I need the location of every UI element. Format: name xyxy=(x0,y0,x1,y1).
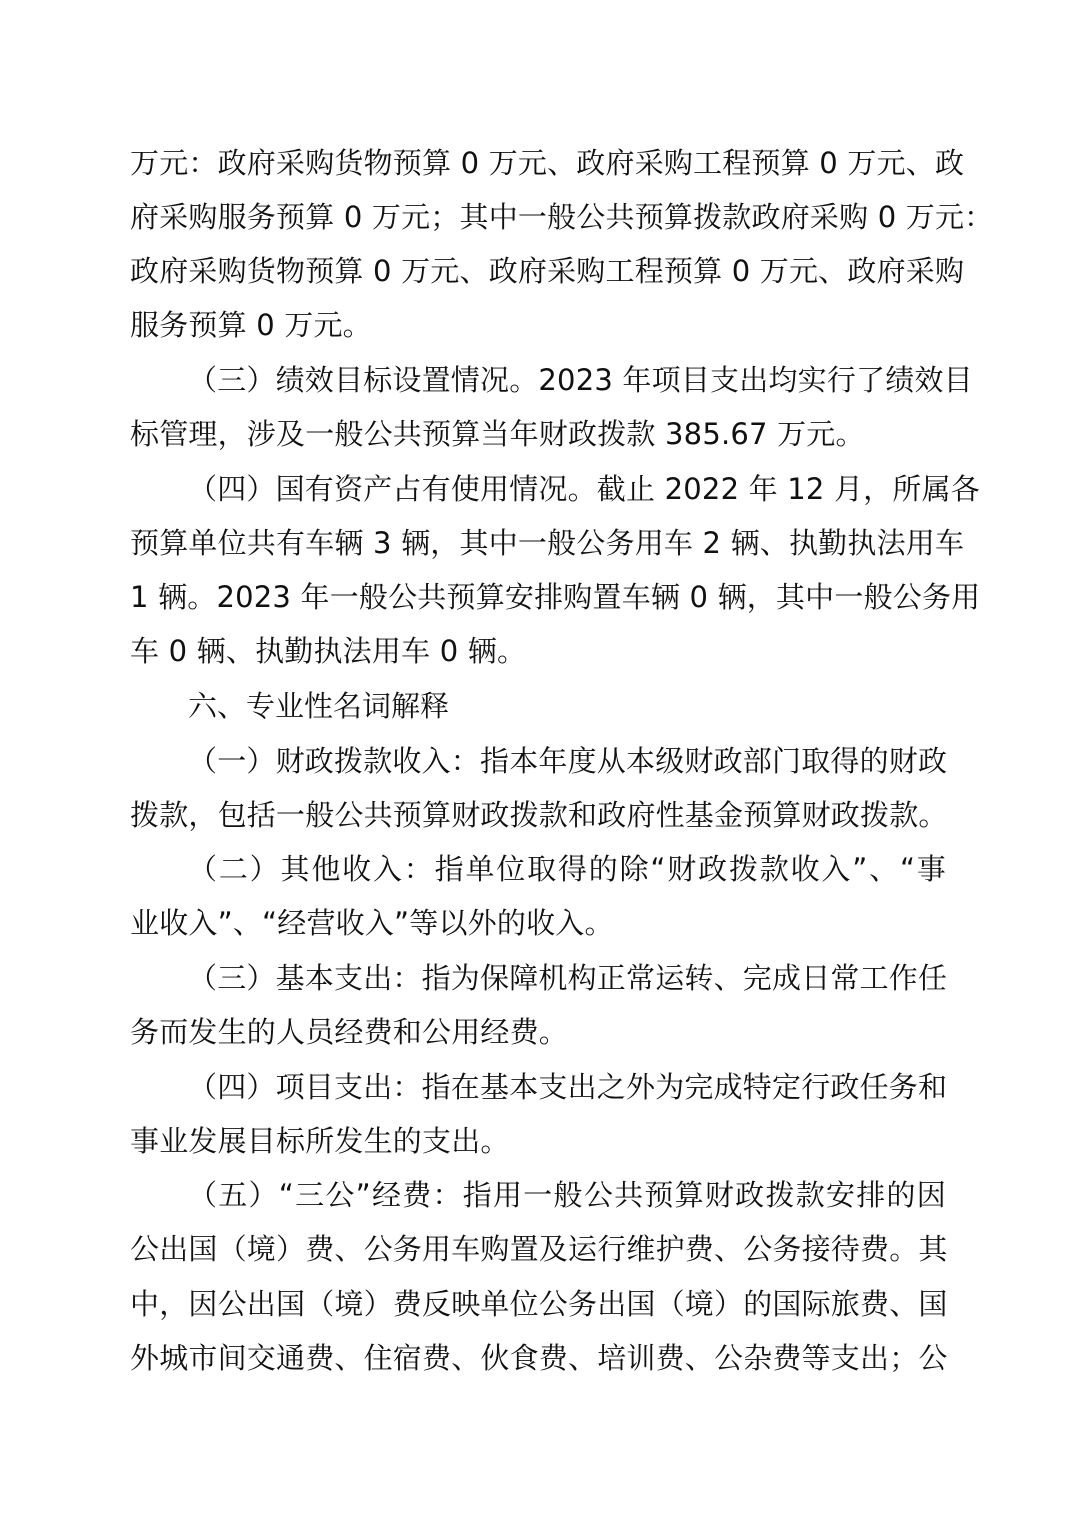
paragraph-line: 万元：政府采购货物预算 0 万元、政府采购工程预算 0 万元、政 xyxy=(130,146,965,180)
paragraph-line: 务而发生的人员经费和公用经费。 xyxy=(130,1015,569,1049)
section-heading: 六、专业性名词解释 xyxy=(188,689,450,723)
paragraph-line: （五）“三公”经费：指用一般公共预算财政拨款安排的因 xyxy=(188,1178,946,1212)
paragraph-line: 政府采购货物预算 0 万元、政府采购工程预算 0 万元、政府采购 xyxy=(130,254,965,288)
paragraph-line: 标管理，涉及一般公共预算当年财政拨款 385.67 万元。 xyxy=(130,417,865,451)
paragraph-line: 业收入”、“经营收入”等以外的收入。 xyxy=(130,906,614,940)
paragraph-line: （三）绩效目标设置情况。2023 年项目支出均实行了绩效目 xyxy=(188,363,973,397)
paragraph-line: （三）基本支出：指为保障机构正常运转、完成日常工作任 xyxy=(188,961,948,995)
paragraph-line: （四）国有资产占有使用情况。截止 2022 年 12 月，所属各 xyxy=(188,472,980,506)
paragraph-line: 服务预算 0 万元。 xyxy=(130,308,372,342)
paragraph-line: （二）其他收入：指单位取得的除“财政拨款收入”、“事 xyxy=(188,852,946,886)
paragraph-line: 公出国（境）费、公务用车购置及运行维护费、公务接待费。其 xyxy=(130,1232,948,1266)
paragraph-line: （四）项目支出：指在基本支出之外为完成特定行政任务和 xyxy=(188,1070,948,1104)
paragraph-line: 事业发展目标所发生的支出。 xyxy=(130,1124,510,1158)
paragraph-line: 拨款，包括一般公共预算财政拨款和政府性基金预算财政拨款。 xyxy=(130,798,948,832)
paragraph-line: 1 辆。2023 年一般公共预算安排购置车辆 0 辆，其中一般公务用 xyxy=(130,580,981,614)
paragraph-line: （一）财政拨款收入：指本年度从本级财政部门取得的财政 xyxy=(188,744,948,778)
paragraph-line: 府采购服务预算 0 万元；其中一般公共预算拨款政府采购 0 万元： xyxy=(130,200,994,234)
paragraph-line: 预算单位共有车辆 3 辆，其中一般公务用车 2 辆、执勤执法用车 xyxy=(130,526,965,560)
paragraph-line: 外城市间交通费、住宿费、伙食费、培训费、公杂费等支出；公 xyxy=(130,1341,948,1375)
paragraph-line: 车 0 辆、执勤执法用车 0 辆。 xyxy=(130,634,527,668)
paragraph-line: 中，因公出国（境）费反映单位公务出国（境）的国际旅费、国 xyxy=(130,1287,948,1321)
